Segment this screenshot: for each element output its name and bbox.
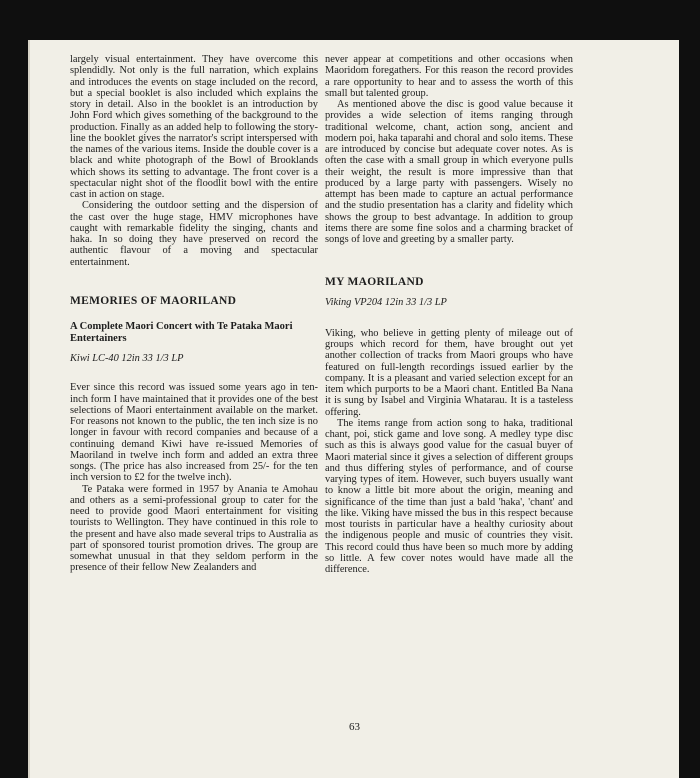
- continuation-paragraph: never appear at competitions and other occasions when Maoridom foregathers. For this reason the record provides a rare opportunity to hear and to assess the worth of this small but talented group.: [325, 54, 573, 99]
- review-title-memories: MEMORIES OF MAORILAND: [70, 294, 237, 307]
- considering-paragraph: Considering the outdoor setting and the dispersion of the cast over the huge stage, HMV microphones have caught with remarkable fidelity the singing, chants and haka. In so doing they have preserved on record the authentic flavour of a moving and spectacular entertainment.: [70, 200, 318, 268]
- magazine-page: [28, 40, 679, 778]
- ever-since-paragraph: Ever since this record was issued some years ago in ten-inch form I have maintained that it provides one of the best selections of Maori entertainment available on the market. For reasons not known to the public, the ten inch size is no longer in favour with record companies and because of a continuing demand Kiwi have re-issued Memories of Maoriland in twelve inch form and added an extra three songs. (The price has also increased from 25/- for the ten inch version to £2 for the twelve inch).: [70, 382, 318, 484]
- catalogue-kiwi: Kiwi LC-40 12in 33 1/3 LP: [70, 353, 184, 364]
- right-column: [325, 54, 573, 575]
- mentioned-paragraph: As mentioned above the disc is good value because it provides a wide selection of items ranging through traditional welcome, chant, action song, ancient and modern poi, haka taparahi and choral and solo items. These are introduced by concise but adequate cover notes. As is often the case with a small group in which everyone pulls their weight, the result is more impressive than that produced by a large party with passengers. Wisely no attempt has been made to capture an actual performance and the studio presentation has a clarity and fidelity which shows the group to best advantage. In addition to group items there are some fine solos and a charming bracket of songs of love and greeting by a smaller party.: [325, 99, 573, 245]
- catalogue-viking: Viking VP204 12in 33 1/3 LP: [325, 296, 447, 308]
- review-title-my-maoriland: MY MAORILAND: [325, 276, 424, 289]
- left-column: [70, 54, 318, 574]
- viking-paragraph: Viking, who believe in getting plenty of mileage out of groups which record for them, have brought out yet another collection of tracks from Maori groups who have featured on full-length recordings issued earlier by the company. It is a pleasant and varied selection except for an item which purports to be a Maori chant. Entitled Ba Nana it is sung by Isabel and Virginia Whatarau. It is a tasteless offering.: [325, 327, 573, 418]
- items-range-paragraph: The items range from action song to haka, traditional chant, poi, stick game and love song. A medley type disc such as this is always good value for the casual buyer of Maori material since it gives a selection of different groups and thus differing styles of performance, and of course varying types of item. However, such buyers usually want to know a little bit more about the origin, meaning and significance of the time than just a bald 'haka', 'chant' and the like. Viking have missed the bus in this respect because most tourists in particular have a healthy curiosity about the indigenous people and music of countries they visit. This record could thus have been so much more by adding so little. A few cover notes would have made all the difference.: [325, 417, 573, 575]
- te-pataka-paragraph: Te Pataka were formed in 1957 by Anania te Amohau and others as a semi-professional group to cater for the need to provide good Maori entertainment for visiting tourists to Wellington. They have continued in this role to the present and have also made several trips to Australia as part of sponsored tourist promotion drives. The group are somewhat unusual in that they seldom perform in the presence of their fellow New Zealanders and: [70, 483, 318, 574]
- review-subtitle: A Complete Maori Concert with Te Pataka Maori Entertainers: [70, 321, 293, 344]
- intro-paragraph: largely visual entertainment. They have overcome this splendidly. Not only is the full narration, which explains and introduces the events on stage included on the record, but a special booklet is also included which explains the story in detail. Also in the booklet is an introduction by John Ford which gives something of the background to the production. Finally as an added help to following the story-line the booklet gives the narrator's script interspersed with the names of the various items. Inside the double cover is a black and white photograph of the Bowl of Brooklands which shows its setting to advantage. The front cover is a spectacular night shot of the floodlit bowl with the entire cast in action on stage.: [70, 54, 318, 200]
- page-number: 63: [349, 721, 360, 733]
